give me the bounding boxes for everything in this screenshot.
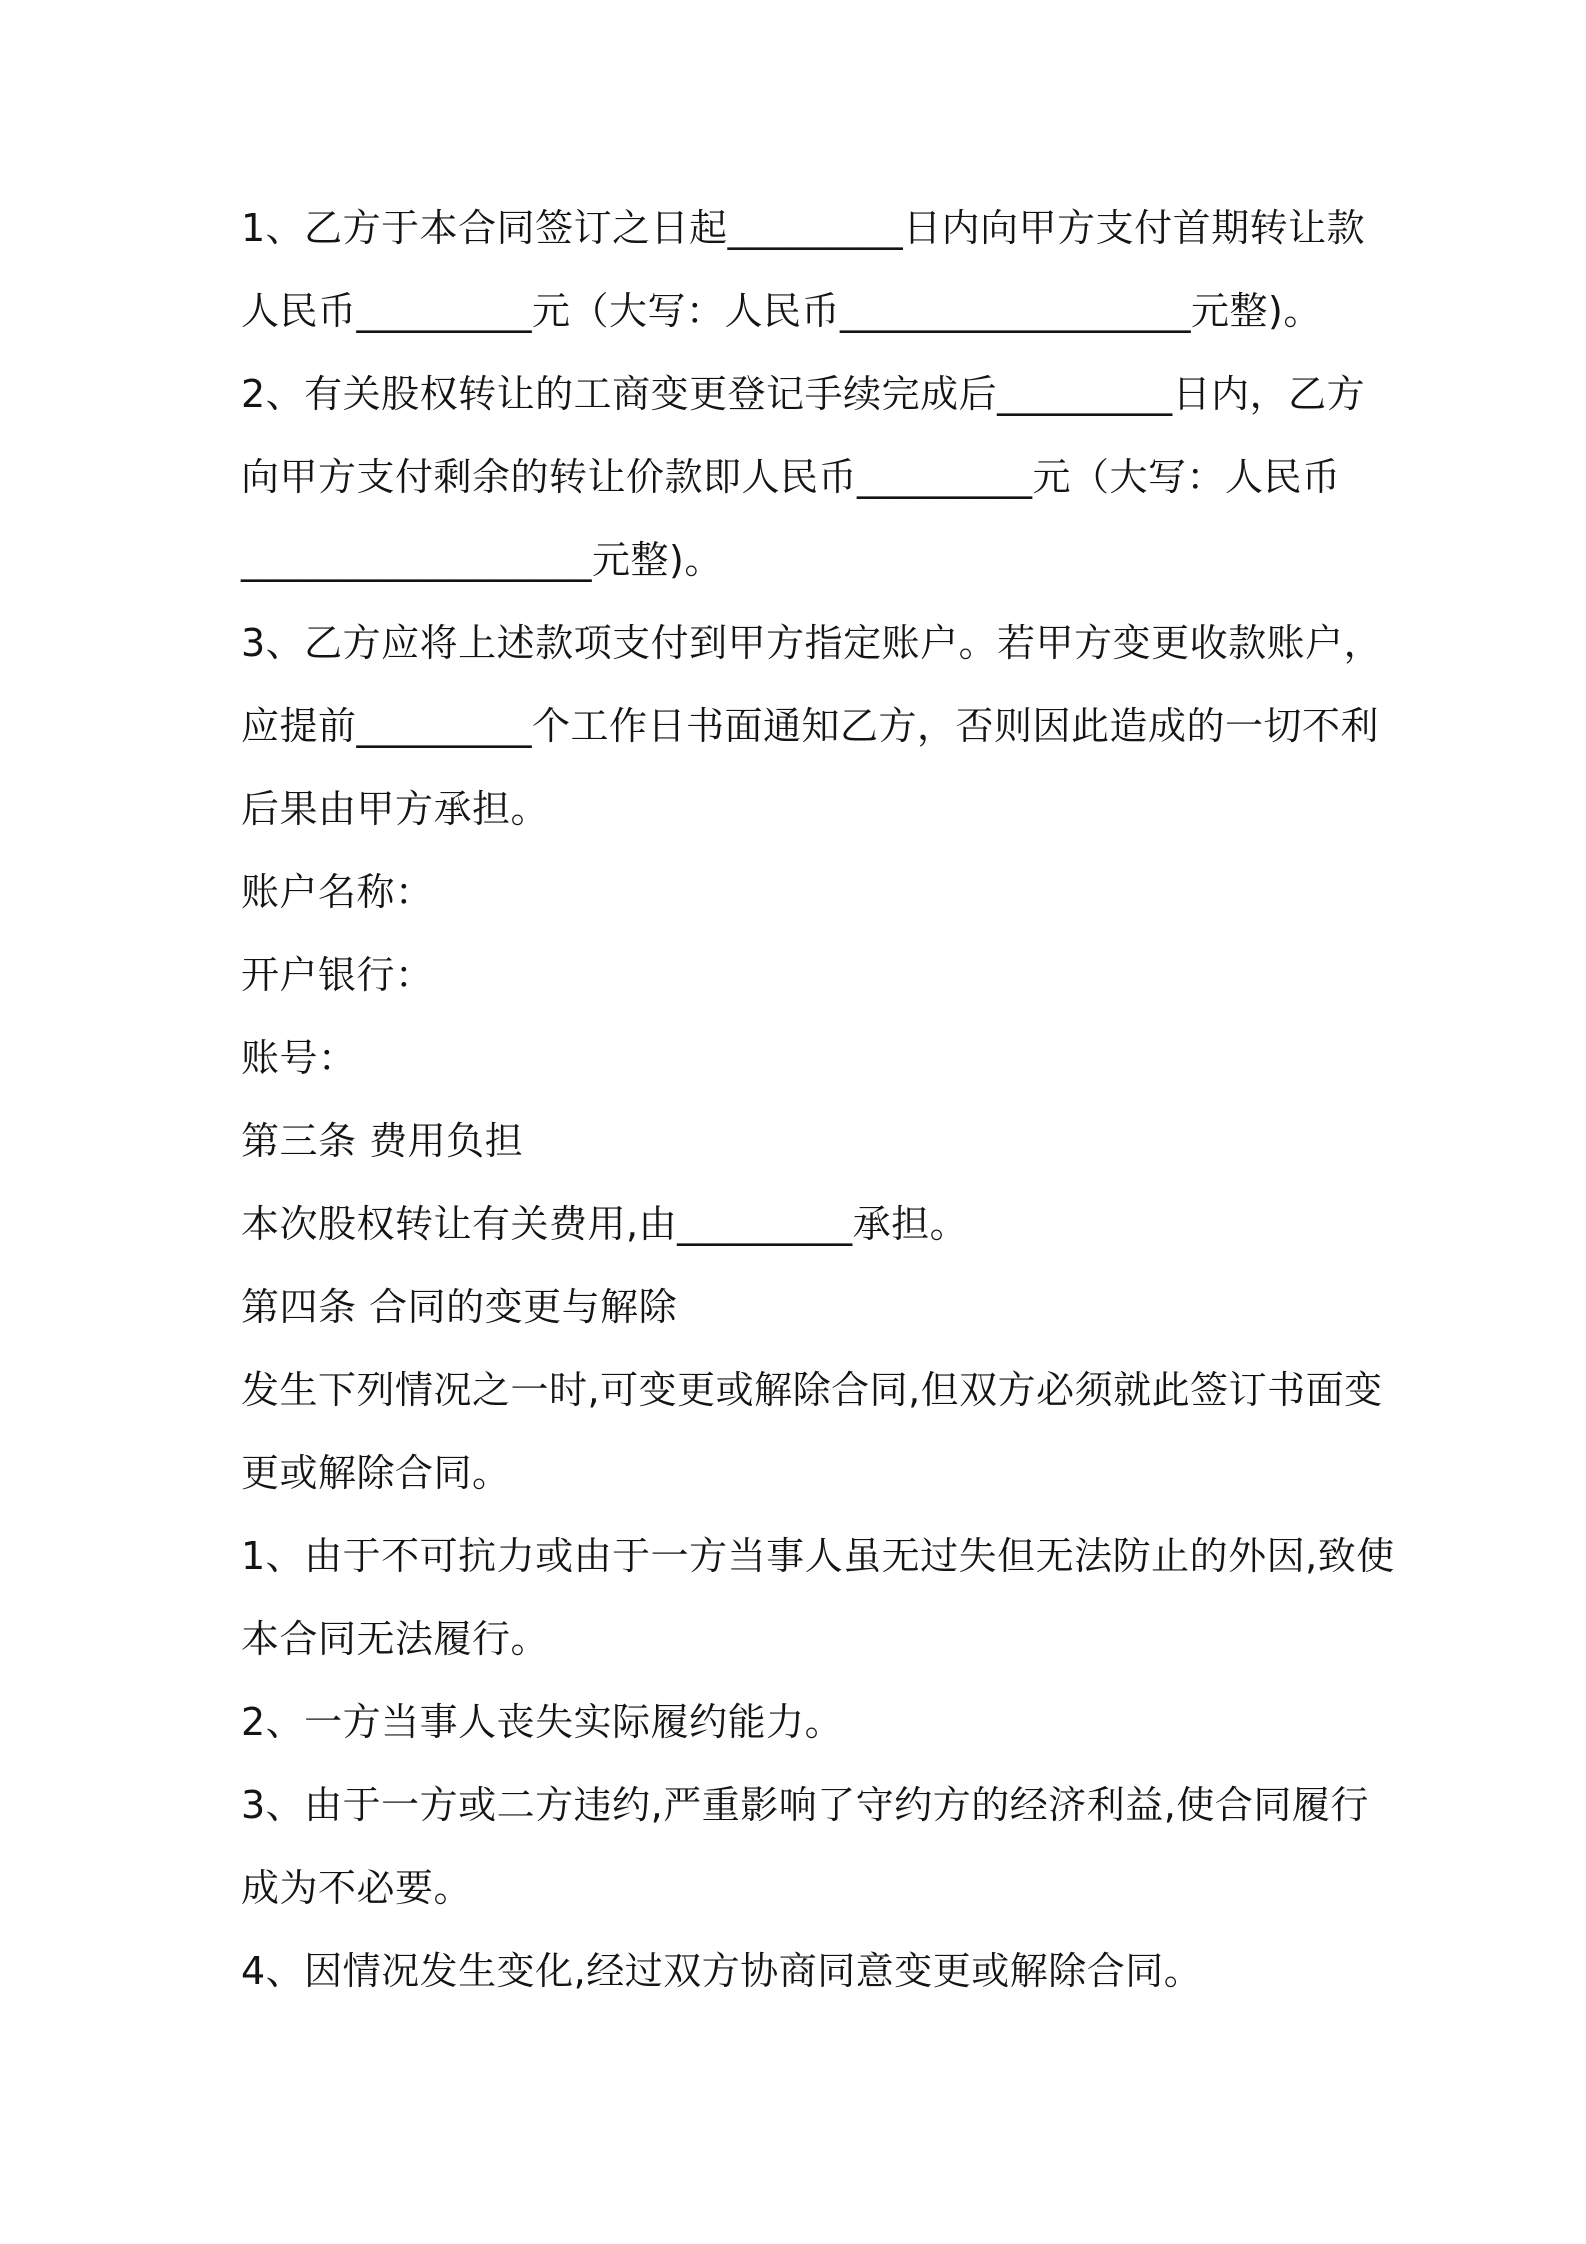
payment-clause-2-line-2: 向甲方支付剩余的转让价款即人民币_________元（大写：人民币 xyxy=(241,455,1341,499)
article-4-heading: 第四条 合同的变更与解除 xyxy=(241,1285,678,1329)
bank-name-label: 开户银行： xyxy=(241,953,434,997)
account-name-label: 账户名称： xyxy=(241,870,434,914)
contract-body xyxy=(241,187,1395,2013)
article-4-item-3-line-1: 3、由于一方或二方违约,严重影响了守约方的经济利益,使合同履行 xyxy=(241,1783,1369,1827)
article-4-intro-line-2: 更或解除合同。 xyxy=(241,1451,511,1495)
payment-clause-1-line-1: 1、乙方于本合同签订之日起_________日内向甲方支付首期转让款 xyxy=(241,206,1366,250)
article-4-item-1-line-1: 1、由于不可抗力或由于一方当事人虽无过失但无法防止的外因,致使 xyxy=(241,1534,1395,1578)
article-4-item-3-line-2: 成为不必要。 xyxy=(241,1866,473,1910)
payment-clause-2-line-1: 2、有关股权转让的工商变更登记手续完成后_________日内，乙方 xyxy=(241,372,1366,416)
article-4-item-1-line-2: 本合同无法履行。 xyxy=(241,1617,550,1661)
article-4-item-2: 2、一方当事人丧失实际履约能力。 xyxy=(241,1700,844,1744)
payment-clause-2-line-3: __________________元整)。 xyxy=(241,538,723,582)
article-3-heading: 第三条 费用负担 xyxy=(241,1119,524,1163)
article-4-item-4: 4、因情况发生变化,经过双方协商同意变更或解除合同。 xyxy=(241,1949,1203,1993)
account-number-label: 账号： xyxy=(241,1036,357,1080)
payment-clause-3-line-2: 应提前_________个工作日书面通知乙方，否则因此造成的一切不利 xyxy=(241,704,1380,748)
payment-clause-1-line-2: 人民币_________元（大写：人民币__________________元整)。 xyxy=(241,289,1322,333)
payment-clause-3-line-1: 3、乙方应将上述款项支付到甲方指定账户。若甲方变更收款账户， xyxy=(241,621,1383,665)
article-4-intro-line-1: 发生下列情况之一时,可变更或解除合同,但双方必须就此签订书面变 xyxy=(241,1368,1383,1412)
article-3-body: 本次股权转让有关费用,由_________承担。 xyxy=(241,1202,969,1246)
payment-clause-3-line-3: 后果由甲方承担。 xyxy=(241,787,550,831)
